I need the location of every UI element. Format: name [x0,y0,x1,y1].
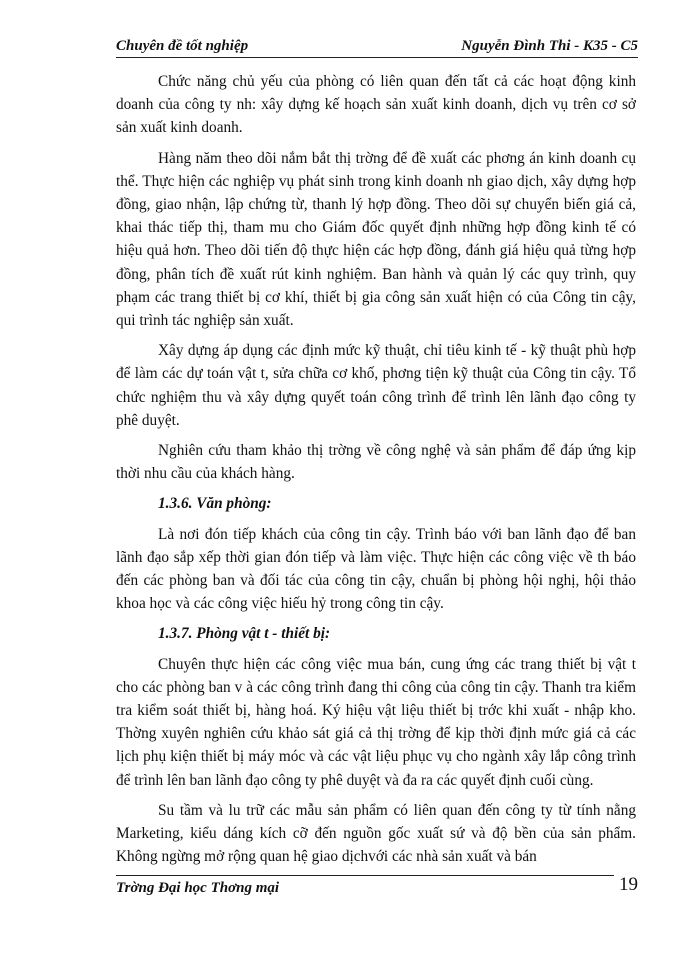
paragraph: Su tầm và lu trữ các mẫu sản phẩm có liên quan đến công ty từ tính nằng Marketing, kiểu dáng kích cỡ đến nguồn gốc xuất sứ và độ bền của sản phẩm. Không ngừng mở rộng quan hệ giao dịchvới các nhà sản xuất và bán [116,801,636,866]
document-body [116,70,636,876]
header-author: Nguyễn Đình Thi - K35 - C5 [461,38,638,54]
footer-university: Trờng Đại học Thơng mại [116,880,280,896]
page-footer [116,870,638,900]
footer-rule [116,875,614,876]
header-rule [116,57,638,58]
header-title: Chuyên đề tốt nghiệp [116,38,249,54]
paragraph: Chuyên thực hiện các công việc mua bán, cung ứng các trang thiết bị vật t cho các phòng ban v à các công trình đang thi công của công tin cậy. Thanh tra kiểm tra kiểm soát thiết bị, hàng hoá. Ký hiệu vật liệu thiết bị trớc khi xuất - nhập kho. Thờng xuyên nghiên cứu khảo sát giá cả thị trờng để kịp thời định mức giá cả các lịch phụ kiện thiết bị máy móc và các vật liệu phục vụ cho ngành xây lắp công trình để trình lên ban lãnh đạo công ty phê duyệt và đa ra các quyết định cuối cùng. [116,655,636,789]
paragraph: Nghiên cứu tham khảo thị trờng về công nghệ và sản phẩm để đáp ứng kịp thời nhu cầu của khách hàng. [116,442,636,483]
page-header [116,38,638,60]
paragraph: Chức năng chủ yếu của phòng có liên quan đến tất cả các hoạt động kinh doanh của công ty nh: xây dựng kế hoạch sản xuất kinh doanh, dịch vụ trên cơ sở sản xuất kinh doanh. [116,73,636,137]
paragraph: Xây dựng áp dụng các định mức kỹ thuật, chỉ tiêu kinh tế - kỹ thuật phù hợp để làm các dự toán vật t, sửa chữa cơ khố, phơng tiện kỹ thuật của Công tin cậy. Tổ chức nghiệm thu và xây dựng quyết toán công trình để trình lên lãnh đạo công ty phê duyệt. [116,342,636,429]
section-heading: 1.3.6. Văn phòng: [158,495,272,513]
paragraph: Hàng năm theo dõi nắm bắt thị trờng để đề xuất các phơng án kinh doanh cụ thể. Thực hiện các nghiệp vụ phát sinh trong kinh doanh nh giao dịch, xây dựng hợp đồng, giao nhận, lập chứng từ, thanh lý hợp đồng. Theo dõi sự chuyển biến giá cả, khai thác tiếp thị, tham mu cho Giám đốc quyết định những hợp đồng kinh tế có hiệu quả hơn. Theo dõi tiến độ thực hiện các hợp đồng, đánh giá hiệu quả từng hợp đồng, phân tích đề xuất rút kinh nghiệm. Ban hành và quản lý các quy trình, quy phạm các trang thiết bị cơ khí, thiết bị gia công sản xuất hiện có của Công tin cậy, qui trình tác nghiệp sản xuất. [116,149,636,330]
paragraph: Là nơi đón tiếp khách của công tin cậy. Trình báo với ban lãnh đạo để ban lãnh đạo sắp xếp thời gian đón tiếp và làm việc. Thực hiện các công việc về th báo đến các phòng ban và đối tác của công tin cậy, chuẩn bị phòng hội nghị, hội thảo khoa học và các công việc hiếu hỷ trong công tin cậy. [116,525,636,613]
section-heading: 1.3.7. Phòng vật t - thiết bị: [158,625,331,643]
page-number: 19 [619,874,638,895]
